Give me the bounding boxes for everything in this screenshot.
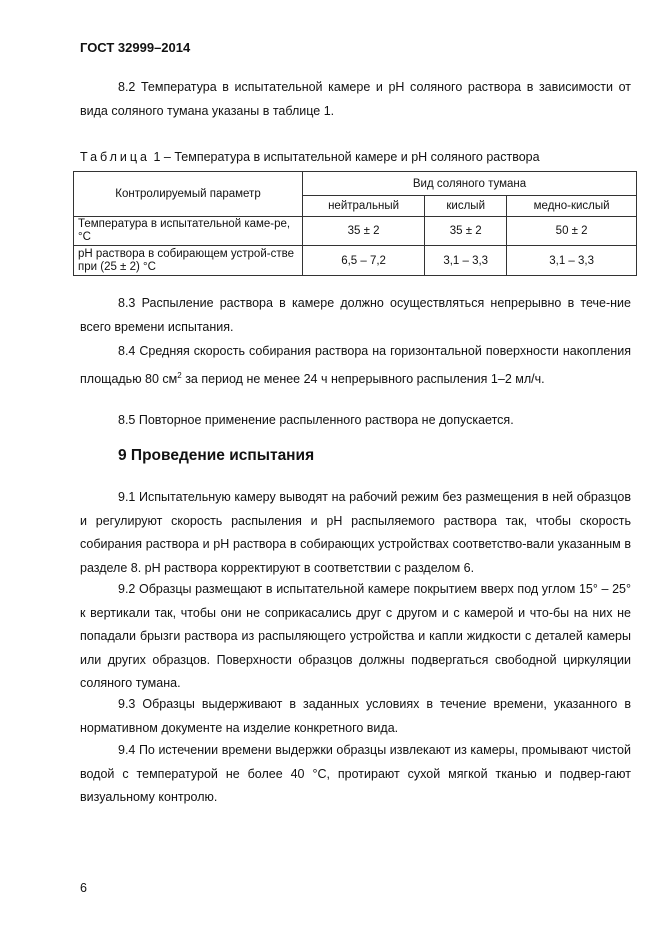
col-header-copper-acid: медно-кислый [507, 196, 637, 217]
paragraph-8-4: 8.4 Средняя скорость собирания раствора на горизонтальной поверхности накопления площадью 80 $см^2$ за период не менее 24 ч непрерывного распыления 1–2 мл/ч. [80, 344, 631, 386]
fog-type-header: Вид соляного тумана [303, 172, 637, 196]
table-caption-word: Таблица [80, 150, 151, 164]
col-header-neutral: нейтральный [303, 196, 425, 217]
cell: 50 ± 2 [507, 217, 637, 246]
paragraph-9-1: 9.1 Испытательную камеру выводят на рабочий режим без размещения в ней образцов и регулируют скорость распыления и pH распыляемого раствора так, чтобы скорость собирания раствора и pH раствора в собирающих устройствах соответство-вали указанным в разделе 8. pH раствора корректируют в соответствии с разделом 6. [80, 490, 631, 575]
paragraph-8-2: 8.2 Температура в испытательной камере и pH соляного раствора в зависимости от вида соляного тумана указаны в таблице 1. [80, 80, 631, 118]
document-header: ГОСТ 32999–2014 [80, 40, 191, 55]
table-row [74, 246, 637, 276]
paragraph-8-5: 8.5 Повторное применение распыленного раствора не допускается. [118, 413, 514, 427]
table-caption-text: 1 – Температура в испытательной камере и pH соляного раствора [153, 150, 540, 164]
cell: 3,1 – 3,3 [507, 246, 637, 276]
row-label: Температура в испытательной каме-ре, °С [74, 217, 303, 246]
paragraph-9-3: 9.3 Образцы выдерживают в заданных условиях в течение времени, указанного в нормативном документе на изделие конкретного вида. [80, 697, 631, 735]
table-row [74, 217, 637, 246]
table-caption [80, 150, 540, 164]
cell: 6,5 – 7,2 [303, 246, 425, 276]
cell: 3,1 – 3,3 [425, 246, 507, 276]
paragraph-9-4: 9.4 По истечении времени выдержки образцы извлекают из камеры, промывают чистой водой с температурой не более 40 °С, протирают сухой мягкой тканью и подвер-гают визуальному контролю. [80, 743, 631, 804]
col-header-acid: кислый [425, 196, 507, 217]
paragraph-8-3: 8.3 Распыление раствора в камере должно осуществляться непрерывно в тече-ние всего времени испытания. [80, 296, 631, 334]
param-header: Контролируемый параметр [74, 172, 303, 217]
cell: 35 ± 2 [303, 217, 425, 246]
data-table [73, 171, 637, 276]
section-heading: 9 Проведение испытания [118, 447, 315, 464]
cell: 35 ± 2 [425, 217, 507, 246]
page-number: 6 [80, 881, 87, 895]
superscript: 2 [177, 370, 182, 380]
paragraph-9-2: 9.2 Образцы размещают в испытательной камере покрытием вверх под углом 15° – 25° к вертикали так, чтобы они не соприкасались друг с другом и с камерой и что-бы на них не попадали брызги раствора из распыляющего устройства и капли жидкости с деталей камеры или других образцов. Поверхности образцов должны подвергаться свободной циркуляции соляного тумана. [80, 582, 631, 690]
row-label: pH раствора в собирающем устрой-стве при (25 ± 2) °С [74, 246, 303, 276]
